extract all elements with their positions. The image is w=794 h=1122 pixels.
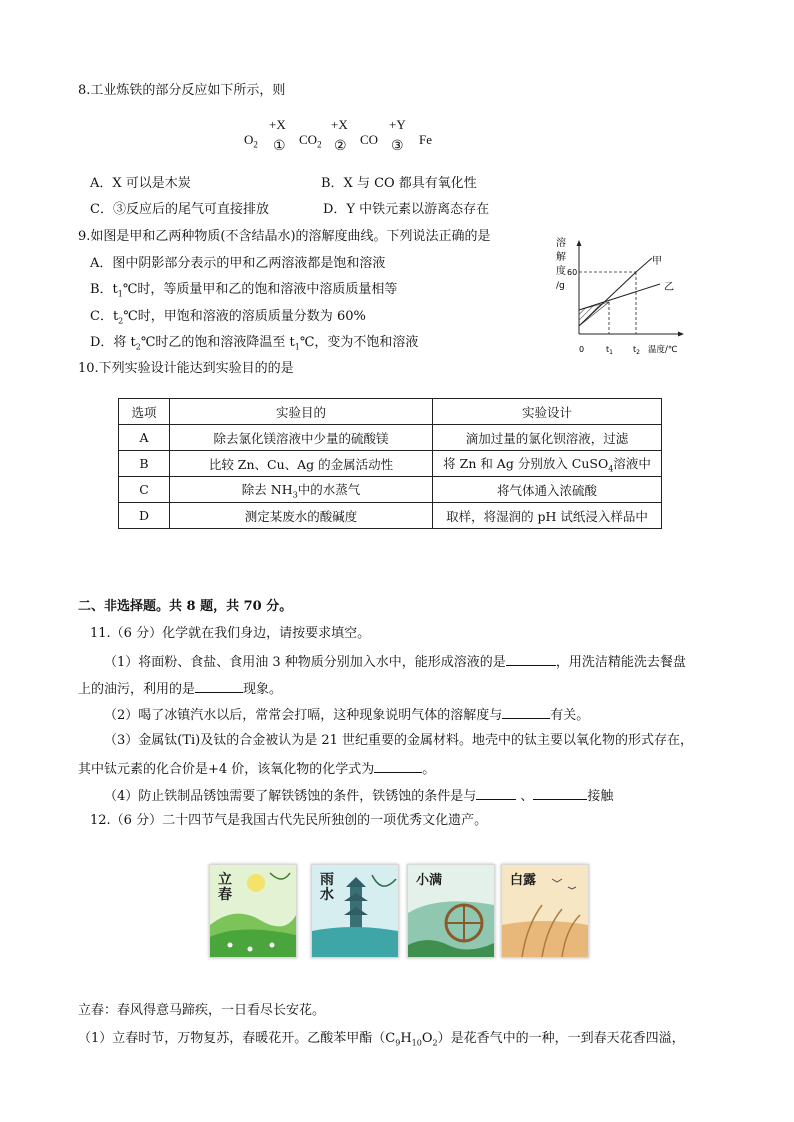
o2-label: $O_2$ — [244, 132, 258, 150]
ylabel-1: 溶 — [556, 238, 566, 249]
answer-blank[interactable] — [374, 760, 422, 773]
answer-blank[interactable] — [195, 680, 243, 693]
q11-part3-line2: 其中钛元素的化合价是+4 价，该氧化物的化学式为 。 — [78, 762, 436, 777]
step1-reagent: +X — [269, 117, 286, 132]
series-yi-label: 乙 — [664, 282, 674, 293]
q12-stem: 12.（6 分）二十四节气是我国古代先民所独创的一项优秀文化遗产。 — [90, 813, 488, 828]
card-yushui-label: 雨水 — [320, 872, 334, 903]
q12-part1: （1）立春时节，万物复苏，春暖花开。乙酸苯甲酯$(C_9H_{10}O_2)$是花香气中的一种，一到春天花香四溢， — [78, 1031, 685, 1048]
curve-jia — [579, 272, 636, 326]
row-option: B — [119, 451, 170, 477]
q11-part1-line1: （1）将面粉、食盐、食用油 3 种物质分别加入水中，能形成溶液的是 ，用洗洁精能洗去餐盘 — [104, 655, 686, 670]
origin-label: 0 — [579, 345, 585, 354]
solubility-graph — [548, 232, 698, 360]
row-option: A — [119, 425, 170, 451]
table-row — [119, 451, 662, 477]
card-yushui — [311, 864, 399, 958]
experiment-table — [118, 398, 662, 529]
q9-option-c: C．$t_2℃$时，甲饱和溶液的溶质质量分数为 60% — [90, 309, 366, 326]
co2-label: $CO_2$ — [299, 132, 322, 150]
y-tick-60: 60 — [567, 268, 578, 277]
ylabel-3: 度 — [556, 266, 566, 277]
section-title: 二、非选择题。共 8 题，共 70 分。 — [78, 599, 293, 614]
answer-blank[interactable] — [502, 706, 550, 719]
ylabel-4: /g — [556, 281, 565, 291]
row-design: 将气体通入浓硫酸 — [433, 477, 662, 503]
row-option: D — [119, 503, 170, 529]
q11-part4: （4）防止铁制品锈蚀需要了解铁锈蚀的条件，铁锈蚀的条件是与 、 接触 — [104, 789, 614, 804]
table-header-row — [119, 399, 662, 425]
header-design: 实验设计 — [433, 399, 662, 425]
y-axis-arrow — [577, 240, 582, 246]
answer-blank[interactable] — [533, 787, 587, 800]
q8-stem: 8.工业炼铁的部分反应如下所示，则 — [78, 83, 286, 98]
t1-label: $t_1$ — [606, 345, 613, 356]
q11-part3-line1: （3）金属钛(Ti)及钛的合金被认为是 21 世纪重要的金属材料。地壳中的钛主要以氧化物的形式存在， — [104, 733, 694, 748]
curve-jia-end — [636, 258, 652, 272]
step3-reagent: +Y — [389, 117, 406, 132]
answer-blank[interactable] — [476, 787, 516, 800]
ylabel-2: 解 — [556, 252, 566, 263]
t2-label: $t_2$ — [633, 345, 640, 356]
card-xiaoman — [407, 864, 495, 958]
q9-option-a: A．图中阴影部分表示的甲和乙两溶液都是饱和溶液 — [90, 256, 386, 271]
x-axis-arrow — [678, 332, 684, 337]
row-purpose: 比较 Zn、Cu、Ag 的金属活动性 — [170, 451, 433, 477]
card-xiaoman-label: 小满 — [416, 873, 443, 888]
co-label: CO — [360, 132, 379, 147]
card-bailu — [501, 864, 589, 958]
fe-label: Fe — [419, 132, 432, 147]
row-option: C — [119, 477, 170, 503]
xlabel: 温度/℃ — [648, 345, 678, 355]
q9-stem: 9.如图是甲和乙两种物质(不含结晶水)的溶解度曲线。下列说法正确的是 — [78, 229, 491, 244]
q11-stem: 11.（6 分）化学就在我们身边，请按要求填空。 — [90, 626, 371, 641]
row-design: 滴加过量的氯化钡溶液，过滤 — [433, 425, 662, 451]
q10-stem: 10.下列实验设计能达到实验目的的是 — [78, 361, 294, 376]
card-lichun-label: 立春 — [218, 872, 232, 903]
header-option: 选项 — [119, 399, 170, 425]
table-row — [119, 477, 662, 503]
step2-number: ② — [334, 138, 347, 154]
q8-option-a: A．X 可以是木炭 — [90, 176, 191, 191]
card-bailu-label: 白露 — [510, 873, 537, 888]
row-purpose: 除去氯化镁溶液中少量的硫酸镁 — [170, 425, 433, 451]
row-purpose: 除去 $NH_3$中的水蒸气 — [170, 477, 433, 503]
row-purpose: 测定某废水的酸碱度 — [170, 503, 433, 529]
table-row — [119, 425, 662, 451]
q11-part2: （2）喝了冰镇汽水以后，常常会打嗝，这种现象说明气体的溶解度与 有关。 — [104, 708, 590, 723]
q11-part1-line2: 上的油污，利用的是 现象。 — [78, 682, 283, 697]
step1-number: ① — [273, 138, 286, 154]
q8-option-d: D．Y 中铁元素以游离态存在 — [323, 202, 490, 217]
row-design: 取样，将湿润的 pH 试纸浸入样品中 — [433, 503, 662, 529]
q9-option-b: B．$t_1℃$时，等质量甲和乙的饱和溶液中溶质质量相等 — [90, 282, 398, 299]
step3-number: ③ — [391, 138, 404, 154]
series-jia-label: 甲 — [652, 256, 662, 267]
q8-option-b: B．X 与 CO 都具有氧化性 — [321, 176, 477, 191]
step2-reagent: +X — [331, 117, 348, 132]
row-design: 将 Zn 和 Ag 分别放入 CuSO$_4$溶液中 — [433, 451, 662, 477]
q9-option-d: D．将 $t_2℃$时乙的饱和溶液降温至 $t_1℃$，变为不饱和溶液 — [90, 335, 419, 352]
card-lichun — [209, 864, 297, 958]
answer-blank[interactable] — [506, 653, 556, 666]
header-purpose: 实验目的 — [170, 399, 433, 425]
table-row — [119, 503, 662, 529]
q8-option-c: C．③反应后的尾气可直接排放 — [90, 202, 269, 217]
q12-poem: 立春：春风得意马蹄疾，一日看尽长安花。 — [78, 1003, 326, 1018]
